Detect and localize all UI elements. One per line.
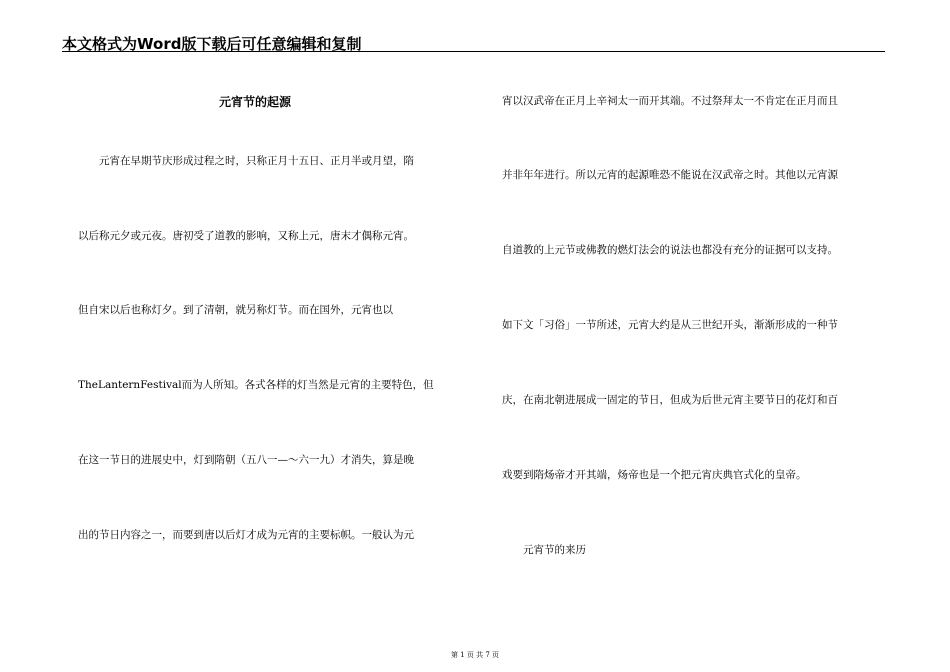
right-column-line: 宵以汉武帝在正月上辛祠太一而开其端。不过祭拜太一不肯定在正月而且	[502, 95, 838, 107]
page-number: 第 1 页 共 7 页	[450, 651, 500, 659]
right-column-line: 庆，在南北朝进展成一固定的节日，但成为后世元宵主要节日的花灯和百	[502, 394, 838, 406]
right-column-line: 戏要到隋炀帝才开其端，炀帝也是一个把元宵庆典官式化的皇帝。	[502, 469, 807, 481]
left-column-line: 以后称元夕或元夜。唐初受了道教的影响，又称上元，唐末才偶称元宵。	[78, 230, 414, 242]
section-heading: 元宵节的来历	[502, 544, 586, 556]
right-column-line: 并非年年进行。所以元宵的起源唯恐不能说在汉武帝之时。其他以元宵源	[502, 169, 838, 181]
right-column-line: 如下文「习俗」一节所述，元宵大约是从三世纪开头，渐渐形成的一种节	[502, 319, 838, 331]
header-divider	[62, 51, 885, 52]
left-column-line: 在这一节日的进展史中，灯到隋朝（五八一—～六一九）才消失，算是晚	[78, 454, 414, 466]
header-banner: 本文格式为Word版下载后可任意编辑和复制	[62, 35, 362, 53]
article-title: 元宵节的起源	[219, 95, 292, 109]
left-column-line: 出的节日内容之一，而要到唐以后灯才成为元宵的主要标帜。一般认为元	[78, 529, 414, 541]
left-column-line: 元宵在早期节庆形成过程之时，只称正月十五日、正月半或月望，隋	[78, 155, 414, 167]
left-column-line: TheLanternFestival而为人所知。各式各样的灯当然是元宵的主要特色，但	[78, 379, 434, 391]
left-column-line: 但自宋以后也称灯夕。到了清朝，就另称灯节。而在国外，元宵也以	[78, 304, 393, 316]
right-column-line: 自道教的上元节或佛教的燃灯法会的说法也都没有充分的证据可以支持。	[502, 244, 838, 256]
